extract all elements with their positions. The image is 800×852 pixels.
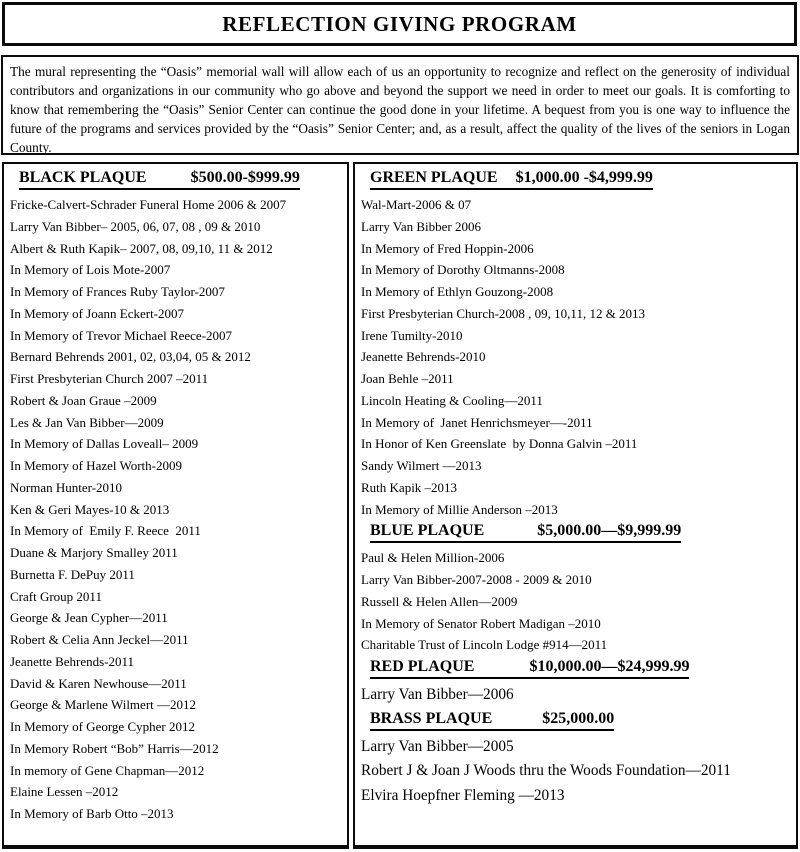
donor-list-item: In memory of Gene Chapman—2012 [10, 762, 205, 778]
donor-list-item: Fricke-Calvert-Schrader Funeral Home 2006 & 2007 [10, 197, 287, 212]
donor-list-item: Joan Behle –2011 [361, 371, 454, 386]
section-header-underline [370, 522, 681, 543]
donor-list-item: In Memory of Janet Henrichsmeyer—-2011 [361, 414, 593, 430]
section-header-underline [370, 710, 614, 731]
section-name: RED PLAQUE [370, 658, 475, 675]
donor-list-item: Irene Tumilty-2010 [361, 327, 463, 343]
section-header-gap [484, 534, 537, 535]
donor-list-item: In Memory of Frances Ruby Taylor-2007 [10, 284, 225, 299]
donor-list-item: In Memory of Joann Eckert-2007 [10, 305, 185, 321]
donor-list-item: Norman Hunter-2010 [10, 479, 123, 495]
section-header-gap [147, 181, 191, 182]
section-header-underline [19, 169, 300, 190]
donor-list-item: Robert & Joan Graue –2009 [10, 392, 157, 408]
section-header-gap [474, 670, 529, 671]
donor-list-item: Les & Jan Van Bibber—2009 [10, 414, 164, 430]
donor-list-item: In Memory of Hazel Worth-2009 [10, 458, 183, 473]
section-name: GREEN PLAQUE [370, 169, 498, 186]
donor-list-item: In Memory of Lois Mote-2007 [10, 262, 171, 278]
section-header-blue-plaque [361, 522, 791, 543]
donor-list-item: David & Karen Newhouse—2011 [10, 675, 187, 691]
donor-list-item: First Presbyterian Church 2007 –2011 [10, 371, 209, 386]
intro-paragraph: The mural representing the “Oasis” memorial wall will allow each of us an opportunity to recognize and reflect on the generosity of individual contributors and organizations in our community who go above and beyond the support we need in order to meet our goals. It is comforting to know that remembering the “Oasis” Senior Center can continue the good done in your lifetime. A bequest from you is one way to influence the future of the programs and services provided by the “Oasis” Senior Center; and, as a result, affect the quality of the lives of the seniors in Logan County. [10, 64, 790, 155]
donor-list-item: Larry Van Bibber-2007-2008 - 2009 & 2010 [361, 572, 592, 587]
document-title-box [2, 2, 797, 46]
donor-list-item: Craft Group 2011 [10, 588, 102, 604]
donor-list-item: In Memory of Dorothy Oltmanns-2008 [361, 262, 565, 278]
section-amount-range: $5,000.00—$9,999.99 [537, 522, 682, 540]
section-items-brass-plaque [361, 735, 791, 809]
section-amount-range: $1,000.00 -$4,999.99 [515, 169, 653, 186]
donor-list-item: Larry Van Bibber 2006 [361, 218, 481, 234]
donor-list-item: In Memory of Barb Otto –2013 [10, 806, 174, 821]
donor-list-item: Russell & Helen Allen—2009 [361, 593, 518, 609]
donor-list-item: Elvira Hoepfner Fleming —2013 [361, 786, 565, 804]
section-amount-range: $500.00-$999.99 [190, 169, 300, 186]
donor-list-item: Charitable Trust of Lincoln Lodge #914—2011 [361, 637, 608, 653]
donor-list-item: In Memory of George Cypher 2012 [10, 719, 195, 734]
donor-list-item: George & Marlene Wilmert —2012 [10, 697, 197, 713]
donor-list-item: Jeanette Behrends-2010 [361, 349, 486, 365]
donor-list-item: In Memory of Ethlyn Gouzong-2008 [361, 284, 554, 299]
donor-list-item: Robert J & Joan J Woods thru the Woods Foundation—2011 [361, 762, 731, 779]
donor-list-item: Bernard Behrends 2001, 02, 03,04, 05 & 2012 [10, 349, 251, 365]
donor-list-item: In Memory of Fred Hoppin-2006 [361, 240, 534, 256]
section-name: BRASS PLAQUE [370, 709, 493, 727]
section-header-gap [498, 181, 516, 182]
section-items-red-plaque [361, 683, 791, 708]
section-items-black-plaque [10, 194, 342, 825]
section-name: BLUE PLAQUE [370, 522, 485, 540]
donor-list-item: In Honor of Ken Greenslate by Donna Galvin –2011 [361, 436, 638, 452]
donor-list-item: In Memory of Dallas Loveall– 2009 [10, 436, 199, 452]
donor-list-item: Paul & Helen Million-2006 [361, 550, 505, 566]
section-amount-range: $10,000.00—$24,999.99 [529, 658, 690, 675]
section-amount-range: $25,000.00 [542, 709, 615, 727]
section-name: BLACK PLAQUE [19, 169, 147, 186]
donor-list-item: George & Jean Cypher—2011 [10, 610, 168, 626]
section-header-red-plaque [361, 658, 791, 679]
section-items-blue-plaque [361, 547, 791, 656]
donor-list-item: In Memory of Senator Robert Madigan –2010 [361, 615, 601, 631]
right-column-plaques [353, 162, 798, 849]
section-header-underline [370, 169, 653, 190]
donor-list-item: Jeanette Behrends-2011 [10, 653, 135, 669]
donor-list-item: Ruth Kapik –2013 [361, 479, 458, 495]
donor-list-item: Duane & Marjory Smalley 2011 [10, 545, 178, 560]
section-header-brass-plaque [361, 710, 791, 731]
donor-list-item: Robert & Celia Ann Jeckel—2011 [10, 632, 189, 647]
document-title: REFLECTION GIVING PROGRAM [222, 11, 577, 36]
donor-list-item: Elaine Lessen –2012 [10, 784, 119, 800]
section-items-green-plaque [361, 194, 791, 520]
donor-list-item: Wal-Mart-2006 & 07 [361, 197, 472, 212]
donor-list-item: In Memory of Millie Anderson –2013 [361, 501, 558, 517]
section-header-gap [492, 722, 542, 723]
donor-list-item: In Memory of Emily F. Reece 2011 [10, 523, 201, 539]
donor-list-item: Lincoln Heating & Cooling—2011 [361, 392, 543, 408]
section-header-green-plaque [361, 169, 791, 190]
donor-list-item: Sandy Wilmert —2013 [361, 458, 482, 473]
donor-list-item: First Presbyterian Church-2008 , 09, 10,11, 12 & 2013 [361, 305, 646, 321]
donor-list-item: Burnetta F. DePuy 2011 [10, 566, 135, 582]
section-header-black-plaque [10, 169, 342, 190]
intro-box [1, 55, 799, 155]
donor-list-item: Larry Van Bibber—2006 [361, 686, 514, 703]
left-column-black-plaque [2, 162, 349, 849]
donor-list-item: Larry Van Bibber– 2005, 06, 07, 08 , 09 & 2010 [10, 218, 261, 234]
donor-list-item: In Memory of Trevor Michael Reece-2007 [10, 327, 233, 343]
donor-list-item: In Memory Robert “Bob” Harris—2012 [10, 740, 219, 756]
donor-list-item: Larry Van Bibber—2005 [361, 737, 514, 755]
donor-list-item: Ken & Geri Mayes-10 & 2013 [10, 501, 170, 517]
donor-list-item: Albert & Ruth Kapik– 2007, 08, 09,10, 11 & 2012 [10, 240, 273, 256]
section-header-underline [370, 658, 689, 679]
